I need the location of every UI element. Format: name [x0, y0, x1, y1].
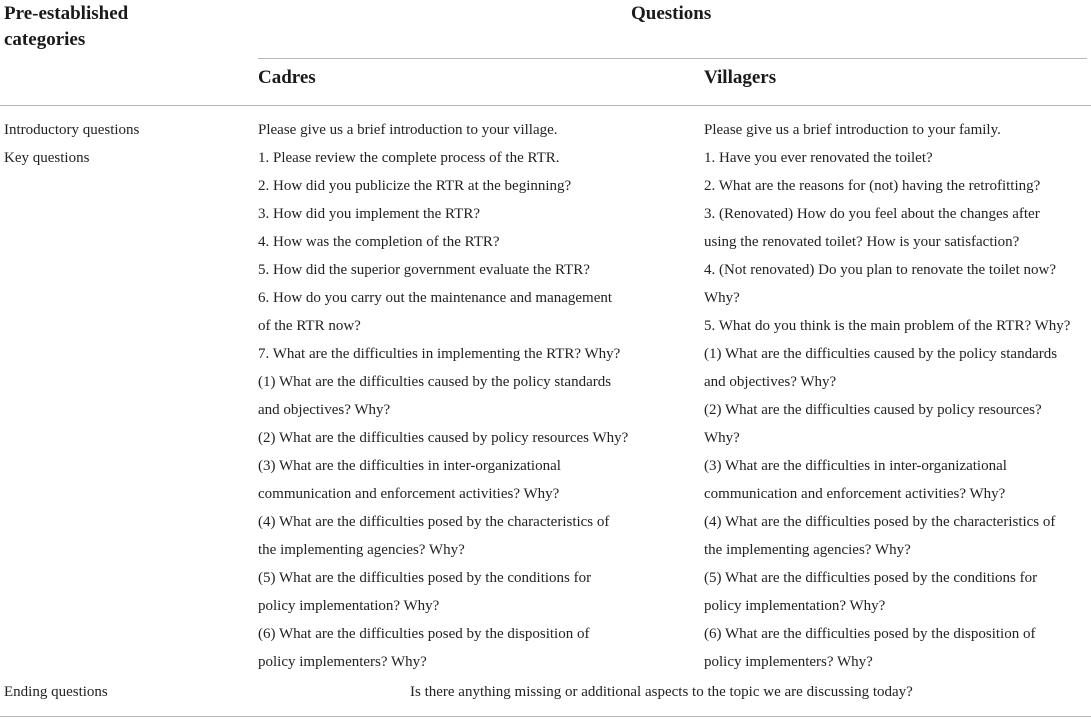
header-cadres: Cadres — [258, 67, 316, 88]
villagers-question-line: 1. Have you ever renovated the toilet? — [704, 150, 933, 166]
cadres-question-line: (2) What are the difficulties caused by policy resources Why? — [258, 430, 629, 446]
villagers-question-line: policy implementation? Why? — [704, 598, 886, 614]
header-sub-rule — [258, 58, 1087, 59]
cadres-question-line: 4. How was the completion of the RTR? — [258, 234, 500, 250]
table-bottom-rule — [0, 716, 1091, 717]
cadres-question-line: (6) What are the difficulties posed by the disposition of — [258, 626, 590, 642]
villagers-question-line: (2) What are the difficulties caused by policy resources? — [704, 402, 1042, 418]
villagers-question-line: the implementing agencies? Why? — [704, 542, 911, 558]
villagers-question-line: 3. (Renovated) How do you feel about the changes after — [704, 206, 1040, 222]
row-introductory-villagers: Please give us a brief introduction to your family. — [704, 122, 1001, 138]
cadres-question-line: policy implementers? Why? — [258, 654, 427, 670]
cadres-question-line: of the RTR now? — [258, 318, 361, 334]
villagers-question-line: 2. What are the reasons for (not) having the retrofitting? — [704, 178, 1041, 194]
cadres-question-line: communication and enforcement activities? Why? — [258, 486, 560, 502]
cadres-question-line: (5) What are the difficulties posed by the conditions for — [258, 570, 592, 586]
cadres-question-line: 6. How do you carry out the maintenance and management — [258, 290, 613, 306]
header-category-line1: Pre-established — [4, 3, 129, 24]
key-villagers-questions — [704, 144, 1070, 676]
villagers-question-line: 4. (Not renovated) Do you plan to renovate the toilet now? — [704, 262, 1056, 278]
row-introductory-category: Introductory questions — [4, 122, 140, 138]
villagers-question-line: (3) What are the difficulties in inter-organizational — [704, 458, 1007, 474]
cadres-question-line: 7. What are the difficulties in implementing the RTR? Why? — [258, 346, 621, 362]
cadres-question-line: 5. How did the superior government evaluate the RTR? — [258, 262, 590, 278]
cadres-question-line: policy implementation? Why? — [258, 598, 440, 614]
villagers-question-line: (1) What are the difficulties caused by the policy standards — [704, 346, 1058, 362]
row-ending-category: Ending questions — [4, 684, 108, 700]
villagers-question-line: Why? — [704, 290, 740, 306]
cadres-question-line: the implementing agencies? Why? — [258, 542, 465, 558]
cadres-question-line: (4) What are the difficulties posed by the characteristics of — [258, 514, 610, 530]
villagers-question-line: and objectives? Why? — [704, 374, 837, 390]
row-ending-question: Is there anything missing or additional aspects to the topic we are discussing today? — [410, 684, 913, 700]
header-villagers: Villagers — [704, 67, 777, 88]
key-cadres-questions — [258, 144, 628, 676]
row-introductory-cadres: Please give us a brief introduction to your village. — [258, 122, 558, 138]
row-key-category: Key questions — [4, 150, 90, 166]
header-bottom-rule — [0, 105, 1091, 106]
cadres-question-line: 3. How did you implement the RTR? — [258, 206, 480, 222]
villagers-question-line: policy implementers? Why? — [704, 654, 873, 670]
villagers-question-line: Why? — [704, 430, 740, 446]
villagers-question-line: communication and enforcement activities? Why? — [704, 486, 1006, 502]
header-category-line2: categories — [4, 29, 86, 50]
cadres-question-line: 2. How did you publicize the RTR at the beginning? — [258, 178, 572, 194]
cadres-question-line: (1) What are the difficulties caused by the policy standards — [258, 374, 612, 390]
cadres-question-line: 1. Please review the complete process of the RTR. — [258, 150, 560, 166]
villagers-question-line: 5. What do you think is the main problem of the RTR? Why? — [704, 318, 1071, 334]
cadres-question-line: and objectives? Why? — [258, 402, 391, 418]
cadres-question-line: (3) What are the difficulties in inter-organizational — [258, 458, 561, 474]
villagers-question-line: (4) What are the difficulties posed by the characteristics of — [704, 514, 1056, 530]
villagers-question-line: (5) What are the difficulties posed by the conditions for — [704, 570, 1038, 586]
header-questions: Questions — [631, 3, 712, 24]
villagers-question-line: (6) What are the difficulties posed by the disposition of — [704, 626, 1036, 642]
villagers-question-line: using the renovated toilet? How is your satisfaction? — [704, 234, 1020, 250]
